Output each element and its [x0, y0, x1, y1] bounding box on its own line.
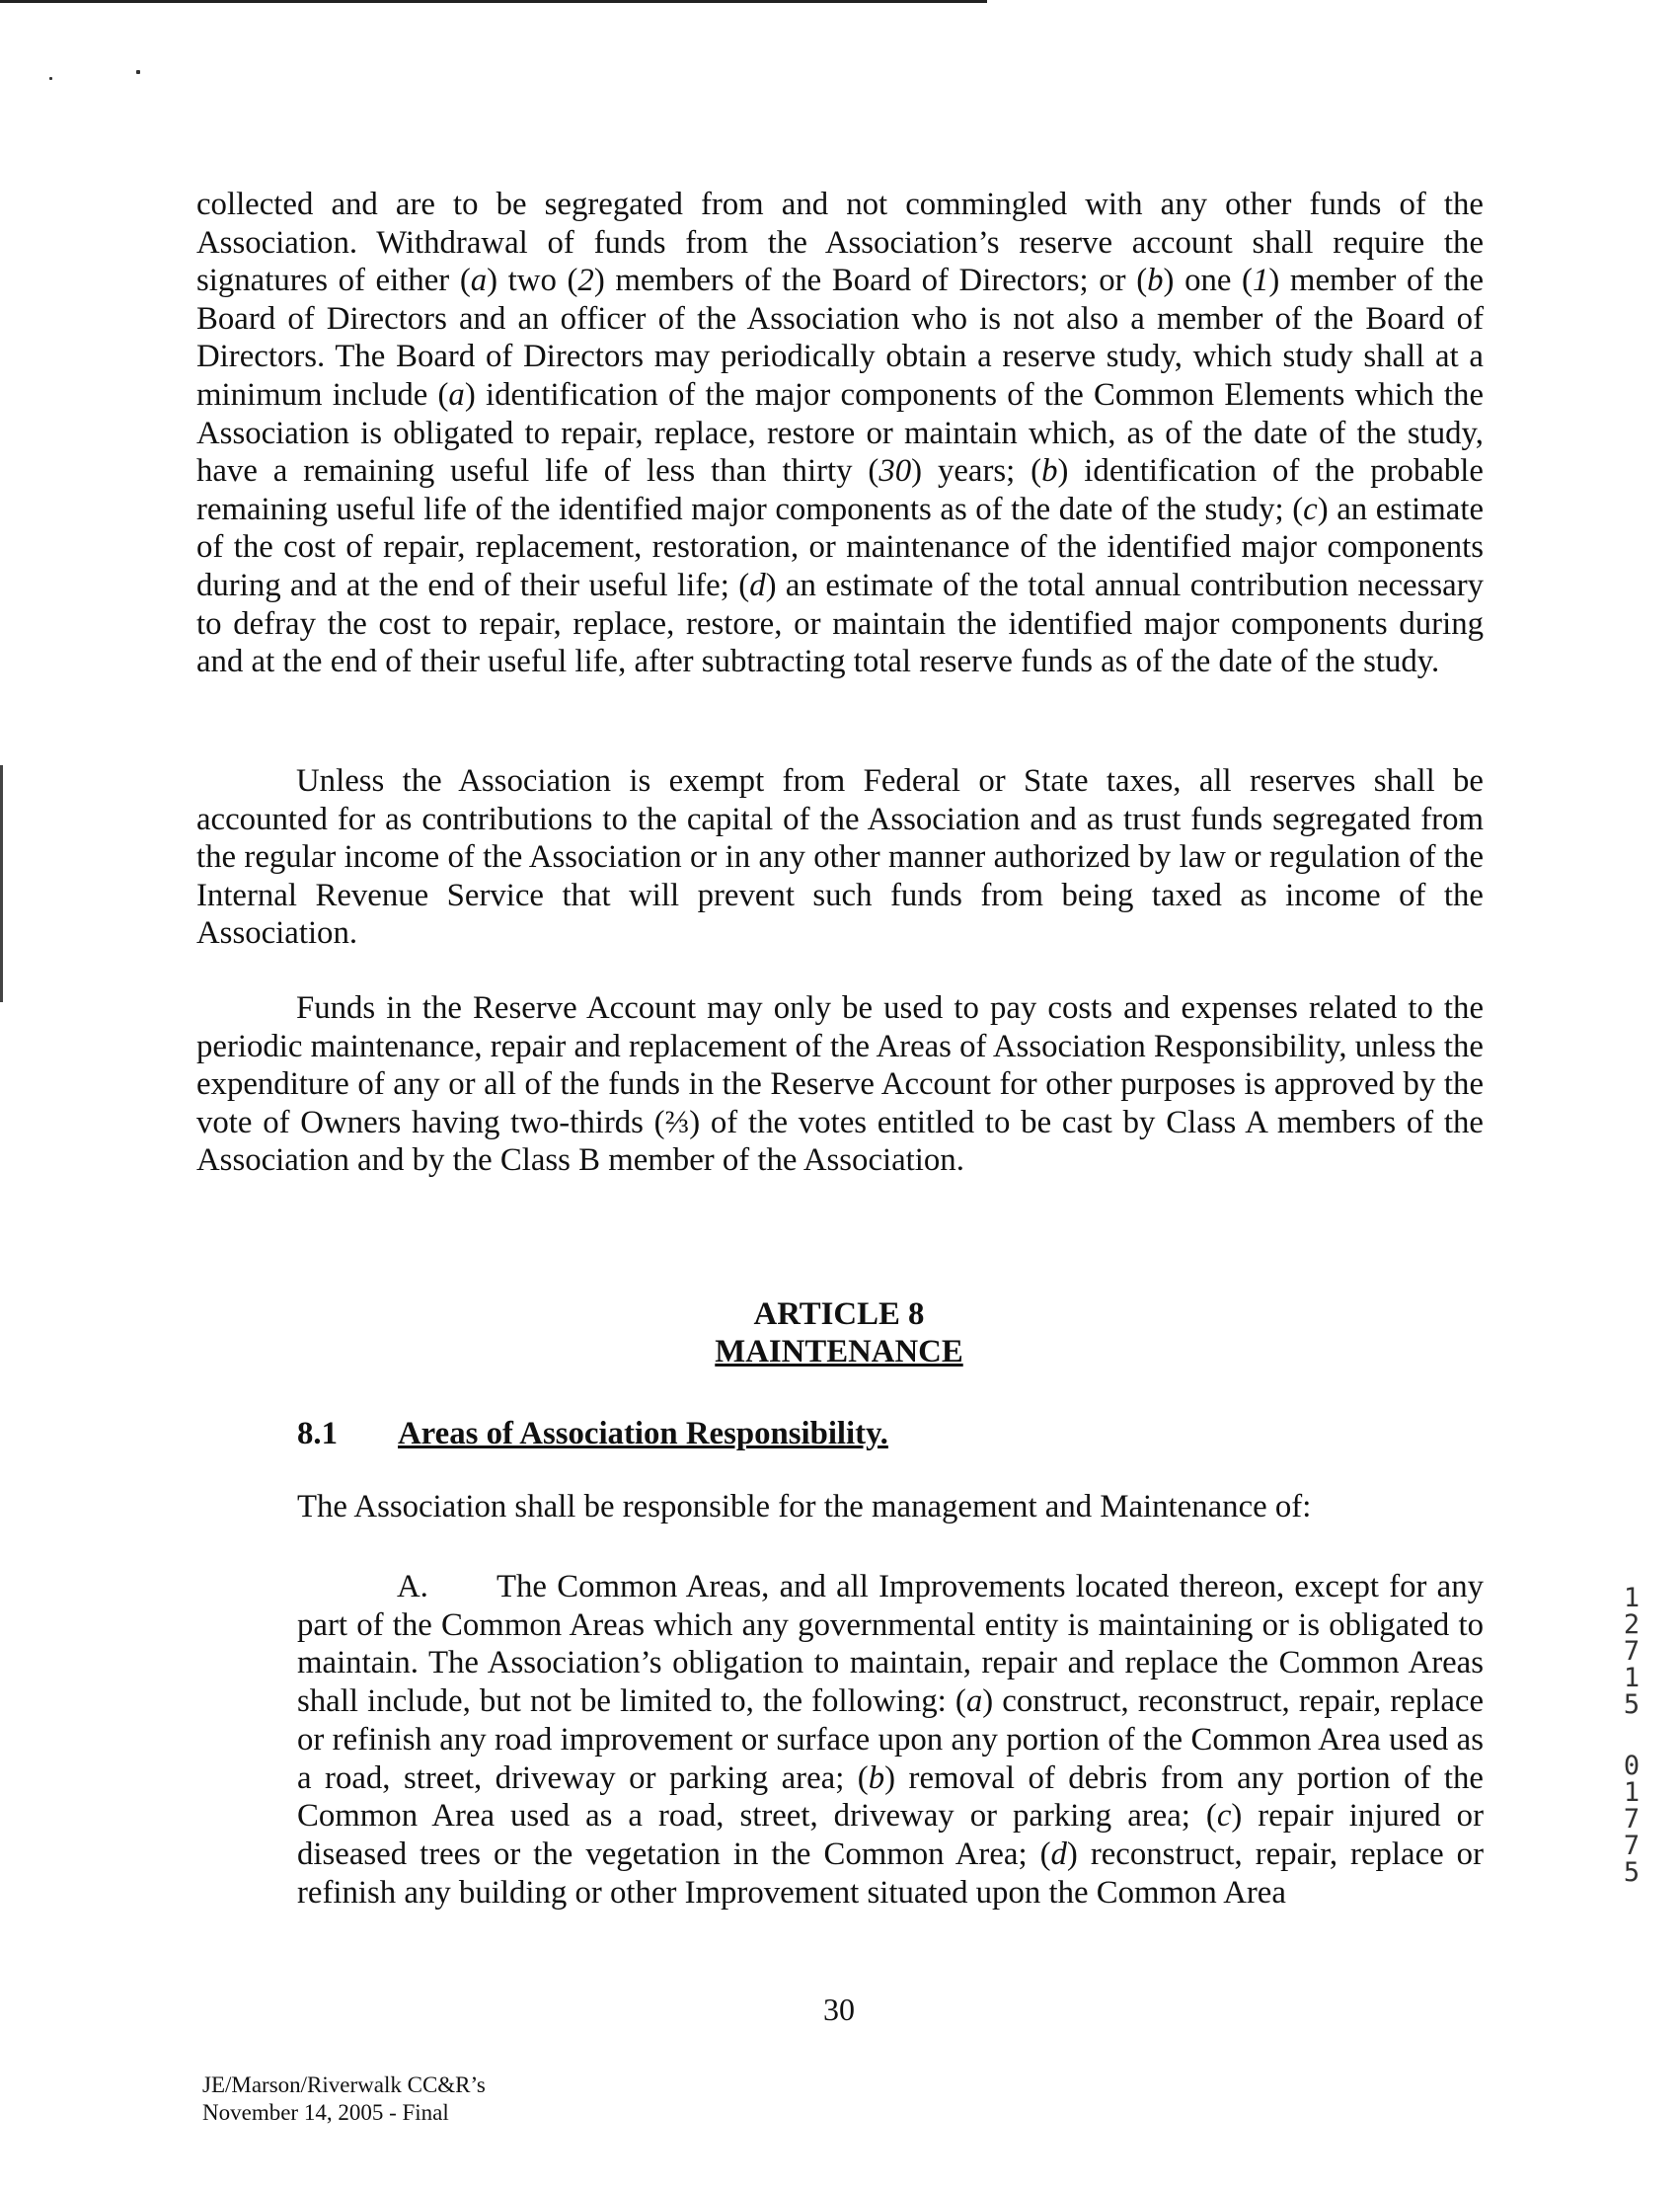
- footer-line-date: November 14, 2005 - Final: [202, 2100, 449, 2125]
- page-number: 30: [823, 1992, 855, 2027]
- footer-reference: [202, 2071, 486, 2127]
- section-title: Areas of Association Responsibility.: [398, 1416, 888, 1451]
- scan-edge-line: [0, 0, 987, 3]
- stamp-digit: 1: [1623, 1663, 1641, 1693]
- article-title: MAINTENANCE: [715, 1334, 963, 1369]
- section-number: 8.1: [297, 1416, 338, 1451]
- list-item-letter: A.: [397, 1569, 428, 1604]
- paragraph-tax-exemption: Unless the Association is exempt from Federal or State taxes, all reserves shall be accounted for as contributions to the capital of the Association and as trust funds segregated from the regular income of the Association or in any other manner authorized by law or regulation of the Internal Revenue Service that will prevent such funds from being taxed as income of the Association.: [196, 763, 1484, 952]
- recording-stamp: [1617, 1585, 1646, 1886]
- stamp-digit: 5: [1623, 1689, 1641, 1720]
- scan-speck: [136, 70, 140, 74]
- paragraph-reserve-funds-use: Funds in the Reserve Account may only be used to pay costs and expenses related to the periodic maintenance, repair and replacement of the Areas of Association Responsibility, unless the expenditure of any or all of the funds in the Reserve Account for other purposes is approved by the vote of Owners having two-thirds (⅔) of the votes entitled to be cast by Class A members of the Association and by the Class B member of the Association.: [196, 990, 1484, 1179]
- stamp-digit: 7: [1623, 1831, 1641, 1861]
- stamp-digit: 1: [1623, 1777, 1641, 1808]
- stamp-digit: 7: [1623, 1804, 1641, 1835]
- paragraph-reserve-continued: collected and are to be segregated from and not commingled with any other funds of the Association. Withdrawal of funds from the Association’s reserve account shall require the signatures of either (a) two (2) members of the Board of Directors; or (b) one (1) member of the Board of Directors and an officer of the Association who is not also a member of the Board of Directors. The Board of Directors may periodically obtain a reserve study, which study shall at a minimum include (a) identification of the major components of the Common Elements which the Association is obligated to repair, replace, restore or maintain which, as of the date of the study, have a remaining useful life of less than thirty (30) years; (b) identification of the probable remaining useful life of the identified major components as of the date of the study; (c) an estimate of the cost of repair, replacement, restoration, or maintenance of the identified major components during and at the end of their useful life; (d) an estimate of the total annual contribution necessary to defray the cost to repair, replace, restore, or maintain the identified major components during and at the end of their useful life, after subtracting total reserve funds as of the date of the study.: [196, 187, 1485, 680]
- scan-speck: [49, 77, 52, 80]
- stamp-digit: 1: [1623, 1583, 1641, 1613]
- stamp-digit: 0: [1623, 1751, 1641, 1781]
- stamp-digit: 2: [1623, 1609, 1641, 1640]
- article-number: ARTICLE 8: [753, 1296, 925, 1332]
- paragraph-responsibility-intro: The Association shall be responsible for the management and Maintenance of:: [297, 1489, 1312, 1524]
- footer-line-document: JE/Marson/Riverwalk CC&R’s: [202, 2072, 486, 2097]
- stamp-digit: 7: [1623, 1636, 1641, 1667]
- scan-edge-mark: [0, 765, 3, 1002]
- stamp-digit: 5: [1623, 1857, 1641, 1888]
- list-item-a: A. The Common Areas, and all Improvements located thereon, except for any part of the Common Areas which any governmental entity is maintaining or is obligated to maintain. The Association’s obligation to maintain, repair and replace the Common Areas shall include, but not be limited to, the following: (a) construct, reconstruct, repair, replace or refinish any road improvement or surface upon any portion of the Common Area used as a road, street, driveway or parking area; (b) removal of debris from any portion of the Common Area used as a road, street, driveway or parking area; (c) repair injured or diseased trees or the vegetation in the Common Area; (d) reconstruct, repair, replace or refinish any building or other Improvement situated upon the Common Area: [297, 1569, 1484, 1911]
